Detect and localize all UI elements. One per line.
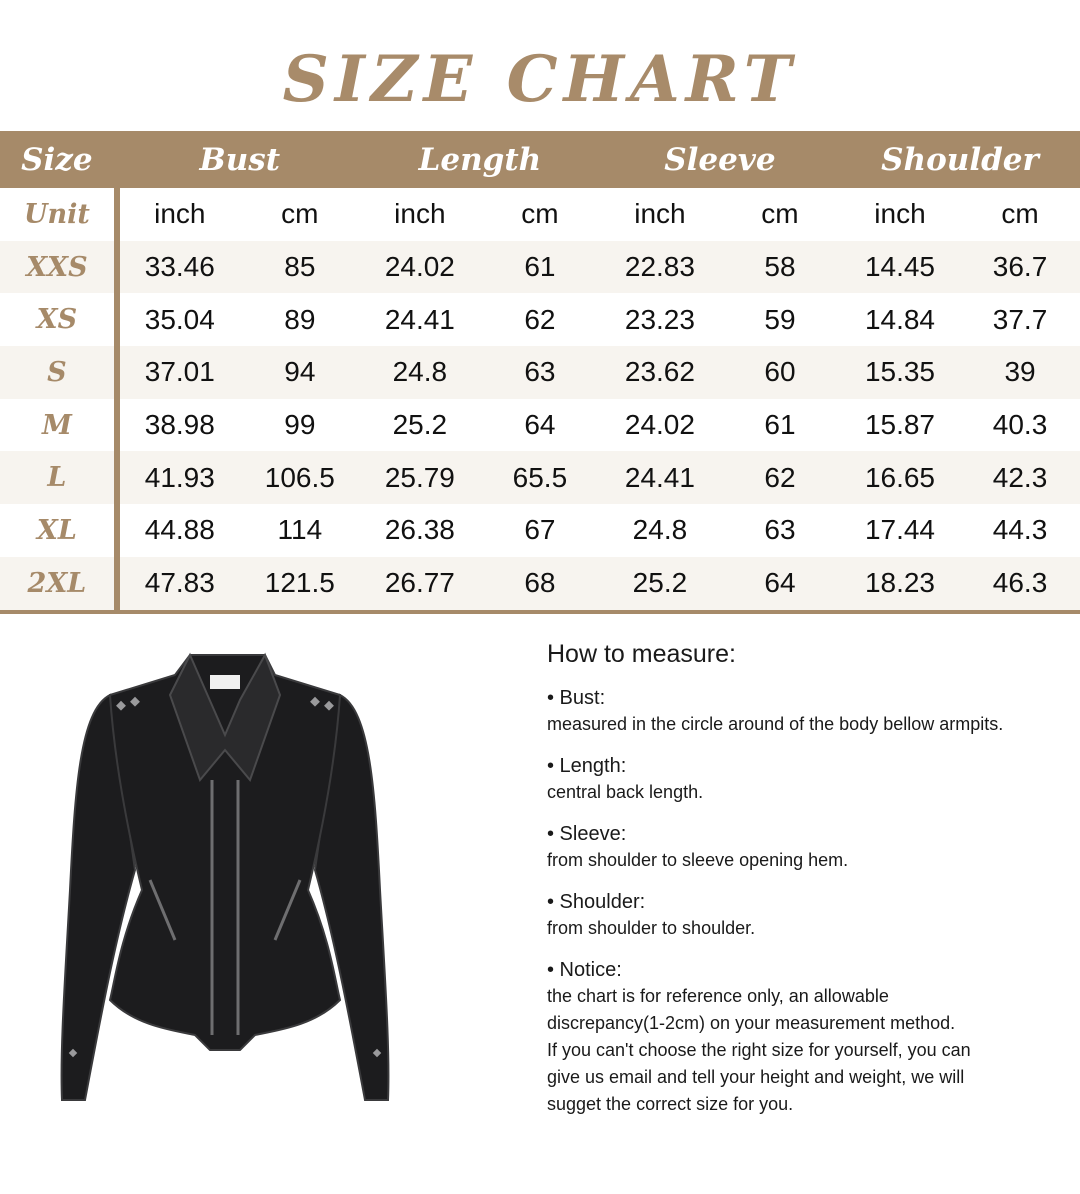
unit-cell: cm bbox=[761, 198, 799, 230]
table-cell: 17.44 bbox=[864, 514, 936, 546]
table-row-2xl bbox=[0, 557, 1080, 610]
table-cell: 64 bbox=[524, 409, 556, 441]
table-cell: 99 bbox=[284, 409, 316, 441]
table-cell: 61 bbox=[524, 251, 556, 283]
size-chart-table bbox=[0, 131, 1080, 614]
table-cell: 121.5 bbox=[264, 567, 335, 599]
table-cell: 63 bbox=[524, 356, 556, 388]
measure-item-title: • Shoulder: bbox=[547, 891, 646, 913]
measure-item-bust bbox=[547, 685, 1067, 738]
table-cell: 94 bbox=[284, 356, 316, 388]
table-cell: 38.98 bbox=[144, 409, 215, 441]
table-cell: 89 bbox=[284, 303, 316, 335]
table-cell: 14.45 bbox=[864, 251, 936, 283]
unit-label: Unit bbox=[23, 198, 90, 230]
header-shoulder: Shoulder bbox=[881, 141, 1039, 178]
table-cell: 25.79 bbox=[384, 461, 455, 493]
table-cell: 114 bbox=[277, 514, 323, 546]
table-cell: 68 bbox=[524, 567, 556, 599]
header-length: Length bbox=[418, 141, 542, 178]
table-cell: 24.02 bbox=[384, 251, 455, 283]
table-cell: 37.01 bbox=[144, 356, 215, 388]
measure-item-text: central back length. bbox=[547, 782, 704, 802]
unit-cell: inch bbox=[154, 198, 206, 230]
table-cell: 59 bbox=[764, 303, 796, 335]
row-size-label: L bbox=[47, 462, 67, 494]
table-cell: 26.38 bbox=[384, 514, 455, 546]
table-row-xs bbox=[0, 293, 1080, 346]
table-cell: 42.3 bbox=[992, 461, 1048, 493]
table-cell: 46.3 bbox=[992, 567, 1048, 599]
jacket-image bbox=[40, 640, 410, 1130]
measure-item-sleeve bbox=[547, 821, 1067, 874]
measure-item-shoulder bbox=[547, 889, 1067, 942]
table-cell: 16.65 bbox=[864, 461, 936, 493]
table-cell: 25.2 bbox=[392, 409, 448, 441]
table-cell: 40.3 bbox=[992, 409, 1048, 441]
header-bust: Bust bbox=[199, 141, 281, 178]
table-cell: 65.5 bbox=[512, 461, 568, 493]
table-cell: 37.7 bbox=[992, 303, 1048, 335]
header-size: Size bbox=[21, 141, 93, 178]
measure-item-text: the chart is for reference only, an allowable discrepancy(1-2cm) on your measurement method. If you can't choose the right size for yourself, you can give us email and tell your height and weight, we will sugget the correct size for you. bbox=[547, 986, 971, 1114]
measure-item-text: from shoulder to shoulder. bbox=[547, 918, 756, 938]
row-size-label: M bbox=[41, 409, 72, 441]
measure-item-title: • Bust: bbox=[547, 687, 606, 709]
table-cell: 24.41 bbox=[624, 461, 695, 493]
table-cell: 64 bbox=[764, 567, 796, 599]
measure-item-notice bbox=[547, 957, 1067, 1118]
table-cell: 33.46 bbox=[144, 251, 215, 283]
table-cell: 23.62 bbox=[624, 356, 695, 388]
row-size-label: XS bbox=[36, 304, 78, 336]
measure-item-title: • Length: bbox=[547, 755, 627, 777]
how-to-measure-heading: How to measure: bbox=[547, 640, 736, 668]
table-cell: 62 bbox=[764, 461, 796, 493]
table-cell: 35.04 bbox=[144, 303, 215, 335]
how-to-measure-section bbox=[547, 640, 1067, 1133]
unit-cell: inch bbox=[874, 198, 926, 230]
table-cell: 26.77 bbox=[384, 567, 455, 599]
header-sleeve: Sleeve bbox=[664, 141, 776, 178]
table-cell: 24.8 bbox=[632, 514, 688, 546]
table-row-l bbox=[0, 451, 1080, 504]
unit-cell: cm bbox=[1001, 198, 1039, 230]
measure-item-title: • Sleeve: bbox=[547, 823, 627, 845]
measure-item-text: from shoulder to sleeve opening hem. bbox=[547, 850, 849, 870]
table-row-xxs bbox=[0, 241, 1080, 294]
row-size-label: S bbox=[47, 356, 67, 388]
table-cell: 15.35 bbox=[864, 356, 936, 388]
table-cell: 61 bbox=[764, 409, 796, 441]
measure-item-length bbox=[547, 753, 1067, 806]
table-header-row bbox=[0, 131, 1080, 188]
table-cell: 67 bbox=[524, 514, 556, 546]
measure-item-title: • Notice: bbox=[547, 959, 622, 981]
table-cell: 18.23 bbox=[864, 567, 936, 599]
table-cell: 58 bbox=[764, 251, 796, 283]
table-row-m bbox=[0, 399, 1080, 452]
table-cell: 62 bbox=[524, 303, 556, 335]
table-cell: 24.8 bbox=[392, 356, 448, 388]
table-cell: 24.02 bbox=[624, 409, 695, 441]
measure-item-text: measured in the circle around of the body bellow armpits. bbox=[547, 714, 1004, 734]
row-size-label: 2XL bbox=[27, 567, 87, 599]
table-cell: 23.23 bbox=[624, 303, 695, 335]
table-cell: 15.87 bbox=[864, 409, 936, 441]
unit-row bbox=[0, 188, 1080, 241]
table-cell: 14.84 bbox=[864, 303, 936, 335]
table-cell: 41.93 bbox=[144, 461, 215, 493]
table-cell: 63 bbox=[764, 514, 796, 546]
unit-cell: cm bbox=[281, 198, 319, 230]
unit-cell: inch bbox=[634, 198, 686, 230]
table-row-s bbox=[0, 346, 1080, 399]
table-cell: 44.88 bbox=[144, 514, 215, 546]
table-cell: 36.7 bbox=[992, 251, 1048, 283]
table-cell: 24.41 bbox=[384, 303, 455, 335]
table-cell: 44.3 bbox=[992, 514, 1048, 546]
table-row-xl bbox=[0, 504, 1080, 557]
page-title: SIZE CHART bbox=[282, 42, 798, 117]
table-cell: 106.5 bbox=[264, 461, 335, 493]
table-cell: 25.2 bbox=[632, 567, 688, 599]
table-cell: 22.83 bbox=[624, 251, 695, 283]
unit-cell: inch bbox=[394, 198, 446, 230]
table-cell: 85 bbox=[284, 251, 316, 283]
table-cell: 60 bbox=[764, 356, 796, 388]
row-size-label: XXS bbox=[26, 251, 88, 283]
table-bottom-border bbox=[0, 610, 1080, 614]
row-size-label: XL bbox=[36, 514, 77, 546]
table-cell: 47.83 bbox=[144, 567, 215, 599]
unit-cell: cm bbox=[521, 198, 559, 230]
table-cell: 39 bbox=[1004, 356, 1036, 388]
